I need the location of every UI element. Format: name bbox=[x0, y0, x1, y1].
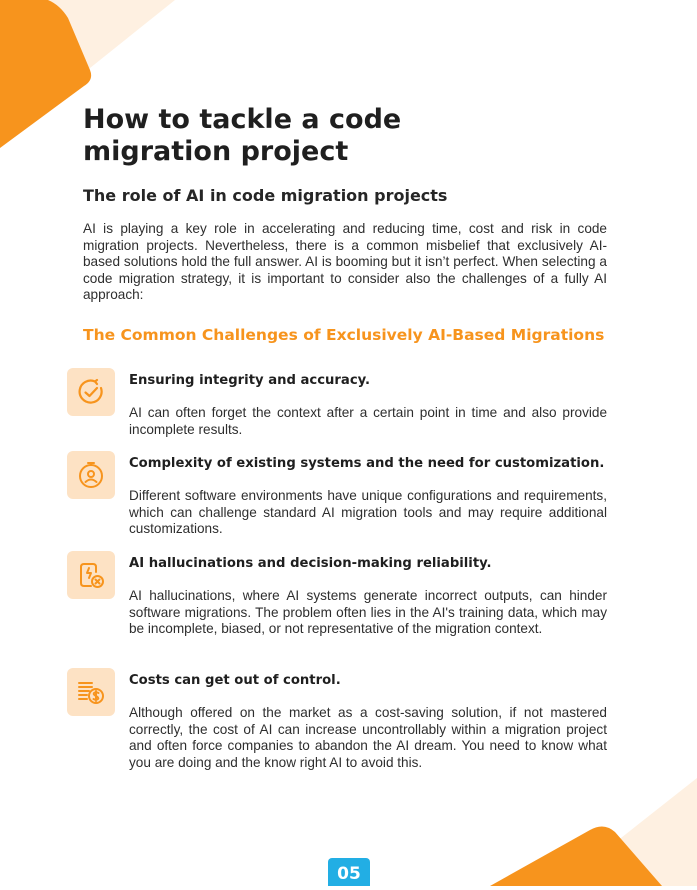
device-error-icon bbox=[67, 551, 115, 599]
page-title: How to tackle a code migration project bbox=[83, 104, 402, 167]
page-content bbox=[83, 104, 607, 344]
challenge-title: Complexity of existing systems and the need for customization. bbox=[129, 456, 605, 471]
challenge-title: Costs can get out of control. bbox=[129, 673, 341, 688]
target-check-icon bbox=[67, 368, 115, 416]
section-subtitle: The role of AI in code migration projects bbox=[83, 186, 448, 205]
challenge-title: AI hallucinations and decision-making reliability. bbox=[129, 556, 492, 571]
challenge-body: AI can often forget the context after a certain point in time and also provide incomplete results. bbox=[129, 405, 607, 437]
coins-dollar-icon bbox=[67, 668, 115, 716]
challenge-body: Although offered on the market as a cost-saving solution, if not mastered correctly, the cost of AI can increase uncontrollably within a migration project and often force companies to abandon the AI dream. You need to know what you are doing and the know right AI to avoid this. bbox=[129, 705, 607, 770]
challenge-body: AI hallucinations, where AI systems generate incorrect outputs, can hinder software migrations. The problem often lies in the AI's training data, which may be incomplete, biased, or not representative of the migration context. bbox=[129, 588, 607, 637]
user-stopwatch-icon bbox=[67, 451, 115, 499]
intro-paragraph: AI is playing a key role in accelerating and reducing time, cost and risk in code migration projects. Nevertheless, there is a common misbelief that exclusively AI-based solutions hold the full answer. AI is booming but it isn’t perfect. When selecting a code migration strategy, it is important to consider also the challenges of a fully AI approach: bbox=[83, 221, 607, 303]
page-number-badge: 05 bbox=[328, 858, 370, 886]
challenges-heading: The Common Challenges of Exclusively AI-Based Migrations bbox=[83, 325, 605, 344]
challenge-body: Different software environments have unique configurations and requirements, which can challenge standard AI migration tools and may require additional customizations. bbox=[129, 488, 607, 537]
challenge-title: Ensuring integrity and accuracy. bbox=[129, 373, 371, 388]
